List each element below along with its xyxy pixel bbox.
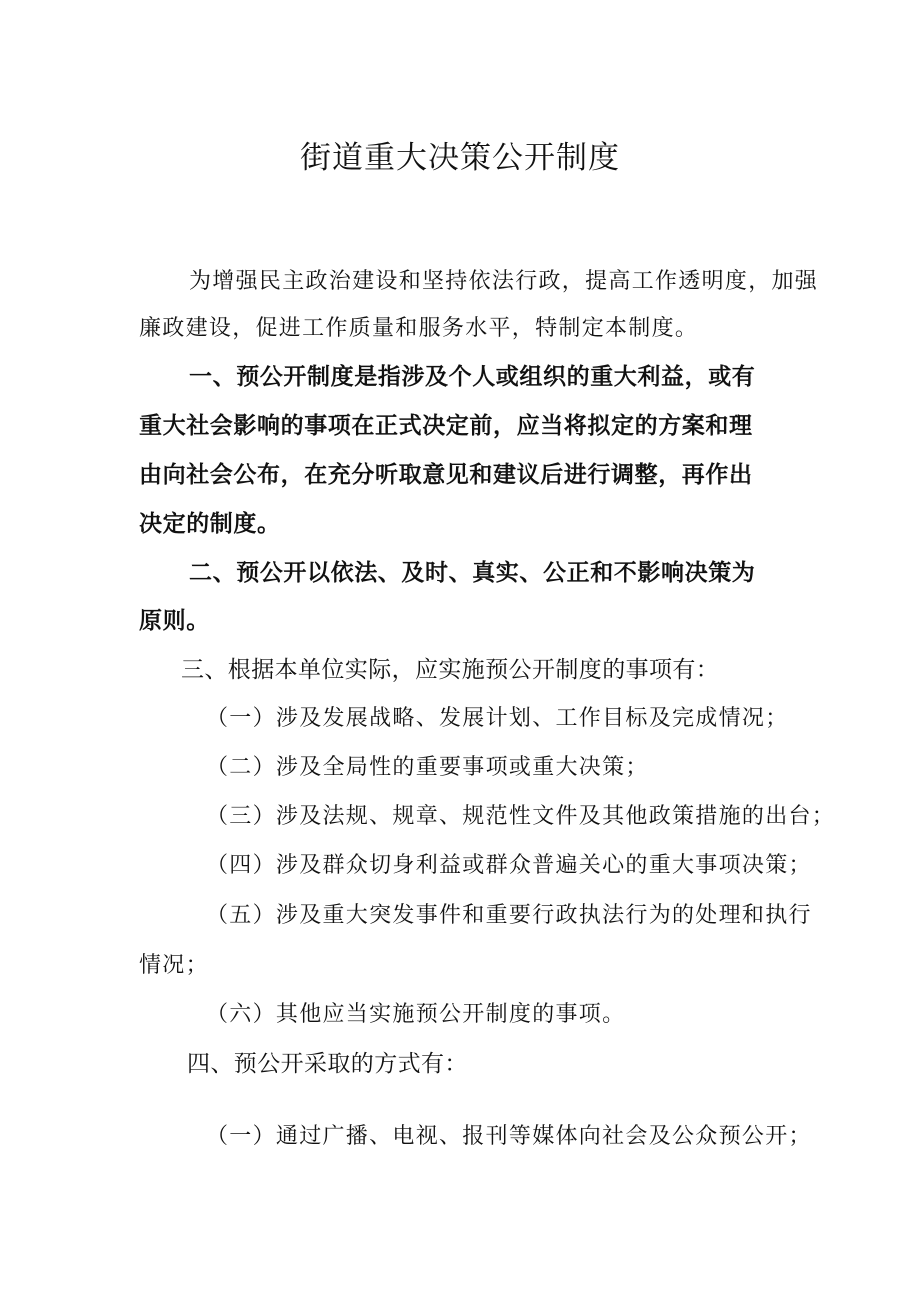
document-title: 街道重大决策公开制度 xyxy=(300,140,620,176)
section-3-item-3: （三）涉及法规、规章、规范性文件及其他政策措施的出台； xyxy=(206,804,836,829)
section-4-heading: 四、预公开采取的方式有： xyxy=(187,1051,468,1077)
section-3-heading: 三、根据本单位实际，应实施预公开制度的事项有： xyxy=(181,657,720,683)
section-3-item-4: （四）涉及群众切身利益或群众普遍关心的重大事项决策； xyxy=(206,853,812,878)
section-3-item-2: （二）涉及全局性的重要事项或重大决策； xyxy=(206,755,649,780)
section-2-line-1: 二、预公开以依法、及时、真实、公正和不影响决策为 xyxy=(189,560,756,586)
section-1-line-3: 由向社会公布，在充分听取意见和建议后进行调整，再作出 xyxy=(139,462,753,488)
section-3-item-1: （一）涉及发展战略、发展计划、工作目标及完成情况； xyxy=(206,706,789,731)
section-2-line-2: 原则。 xyxy=(139,608,210,634)
intro-line-2: 廉政建设，促进工作质量和服务水平，特制定本制度。 xyxy=(139,316,699,341)
section-3-item-5-line-1: （五）涉及重大突发事件和重要行政执法行为的处理和执行 xyxy=(206,903,812,928)
section-1-line-1: 一、预公开制度是指涉及个人或组织的重大利益，或有 xyxy=(189,364,756,390)
section-3-item-5-line-2: 情况； xyxy=(139,953,209,978)
intro-line-1: 为增强民主政治建设和坚持依法行政，提高工作透明度，加强 xyxy=(189,269,819,294)
section-1-line-2: 重大社会影响的事项在正式决定前，应当将拟定的方案和理 xyxy=(139,413,753,439)
section-3-item-6: （六）其他应当实施预公开制度的事项。 xyxy=(206,1002,626,1027)
section-1-line-4: 决定的制度。 xyxy=(139,511,281,537)
section-4-item-1: （一）通过广播、电视、报刊等媒体向社会及公众预公开； xyxy=(206,1124,812,1149)
